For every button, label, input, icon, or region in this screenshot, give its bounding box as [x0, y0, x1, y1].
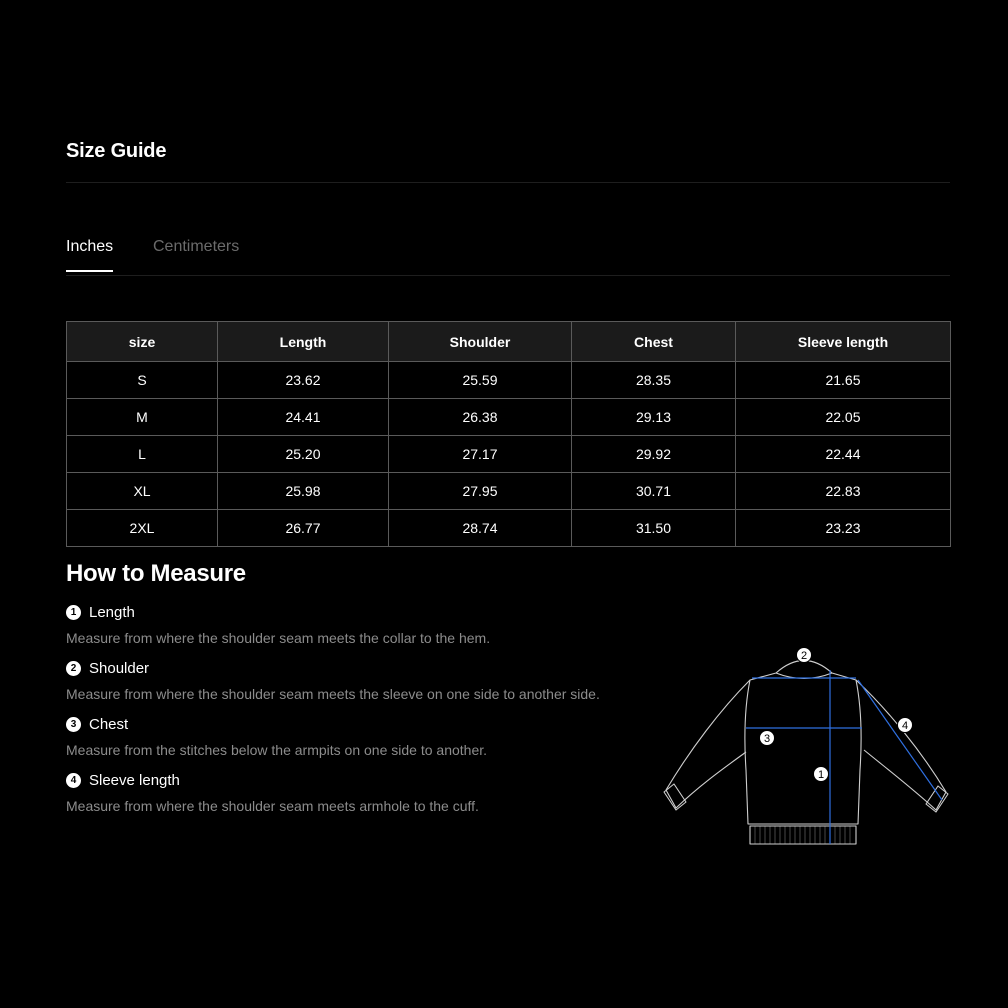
- cell-size: L: [67, 436, 218, 473]
- svg-text:3: 3: [763, 733, 771, 745]
- cell-shoulder: 27.95: [389, 473, 572, 510]
- measure-label: Sleeve length: [89, 771, 180, 789]
- table-row: [67, 362, 951, 399]
- measure-description: Measure from where the shoulder seam meets the collar to the hem.: [66, 630, 491, 646]
- unit-tabs: [66, 238, 950, 276]
- measure-description: Measure from where the shoulder seam meets armhole to the cuff.: [66, 798, 479, 814]
- cell-sleeve-length: 22.83: [736, 473, 951, 510]
- cell-sleeve-length: 22.44: [736, 436, 951, 473]
- marker-4: [898, 718, 913, 733]
- number-badge-3: 3: [66, 717, 81, 732]
- cell-size: 2XL: [67, 510, 218, 547]
- cell-length: 26.77: [218, 510, 389, 547]
- table-row: [67, 399, 951, 436]
- cell-length: 24.41: [218, 399, 389, 436]
- measure-label: Chest: [89, 715, 129, 733]
- tabs-divider: [66, 275, 950, 276]
- number-badge-1: 1: [66, 605, 81, 620]
- number-badge-4: 4: [66, 773, 81, 788]
- cell-chest: 28.35: [572, 362, 736, 399]
- header-chest: Chest: [572, 322, 736, 362]
- marker-3: [760, 731, 775, 746]
- measure-label: Length: [89, 603, 135, 621]
- header-length: Length: [218, 322, 389, 362]
- tab-centimeters[interactable]: Centimeters: [153, 238, 240, 255]
- cell-sleeve-length: 21.65: [736, 362, 951, 399]
- measure-description: Measure from where the shoulder seam meets the sleeve on one side to another side.: [66, 686, 600, 702]
- measure-label: Shoulder: [89, 659, 150, 677]
- cell-sleeve-length: 22.05: [736, 399, 951, 436]
- marker-1: [814, 767, 829, 782]
- body-outline: [745, 673, 861, 824]
- hem-rib-lines: [755, 826, 850, 844]
- title-divider: [66, 182, 950, 183]
- svg-text:2: 2: [800, 650, 808, 662]
- sweater-measurement-diagram-icon: [660, 640, 952, 852]
- how-to-measure-title: How to Measure: [66, 560, 246, 587]
- cell-chest: 29.92: [572, 436, 736, 473]
- cell-size: M: [67, 399, 218, 436]
- header-sleeve-length: Sleeve length: [736, 322, 951, 362]
- cell-size: XL: [67, 473, 218, 510]
- table-row: [67, 436, 951, 473]
- svg-text:4: 4: [901, 720, 909, 732]
- cell-chest: 30.71: [572, 473, 736, 510]
- measure-description: Measure from the stitches below the armpits on one side to another.: [66, 742, 488, 758]
- cell-shoulder: 26.38: [389, 399, 572, 436]
- measure-heading: [66, 770, 646, 790]
- table-row: [67, 510, 951, 547]
- table-header-row: [67, 322, 951, 362]
- measure-item-length: [66, 602, 646, 658]
- right-sleeve-outline: [856, 680, 946, 810]
- header-size: size: [67, 322, 218, 362]
- left-sleeve-outline: [666, 680, 750, 808]
- tab-inches[interactable]: Inches: [66, 238, 113, 272]
- page-title: Size Guide: [66, 140, 167, 162]
- measure-list: [66, 602, 646, 826]
- cell-length: 25.98: [218, 473, 389, 510]
- svg-text:1: 1: [817, 769, 825, 781]
- cell-chest: 31.50: [572, 510, 736, 547]
- cell-shoulder: 25.59: [389, 362, 572, 399]
- measure-heading: [66, 658, 646, 678]
- number-badge-2: 2: [66, 661, 81, 676]
- table-row: [67, 473, 951, 510]
- measure-item-shoulder: [66, 658, 646, 714]
- measure-item-chest: [66, 714, 646, 770]
- measure-heading: [66, 714, 646, 734]
- header-shoulder: Shoulder: [389, 322, 572, 362]
- size-table: [66, 321, 951, 547]
- measure-item-sleeve-length: [66, 770, 646, 826]
- cell-shoulder: 27.17: [389, 436, 572, 473]
- cell-shoulder: 28.74: [389, 510, 572, 547]
- cell-length: 25.20: [218, 436, 389, 473]
- marker-2: [797, 648, 812, 663]
- cell-sleeve-length: 23.23: [736, 510, 951, 547]
- measure-heading: [66, 602, 646, 622]
- cell-size: S: [67, 362, 218, 399]
- cell-chest: 29.13: [572, 399, 736, 436]
- cell-length: 23.62: [218, 362, 389, 399]
- sleeve-line: [858, 680, 942, 800]
